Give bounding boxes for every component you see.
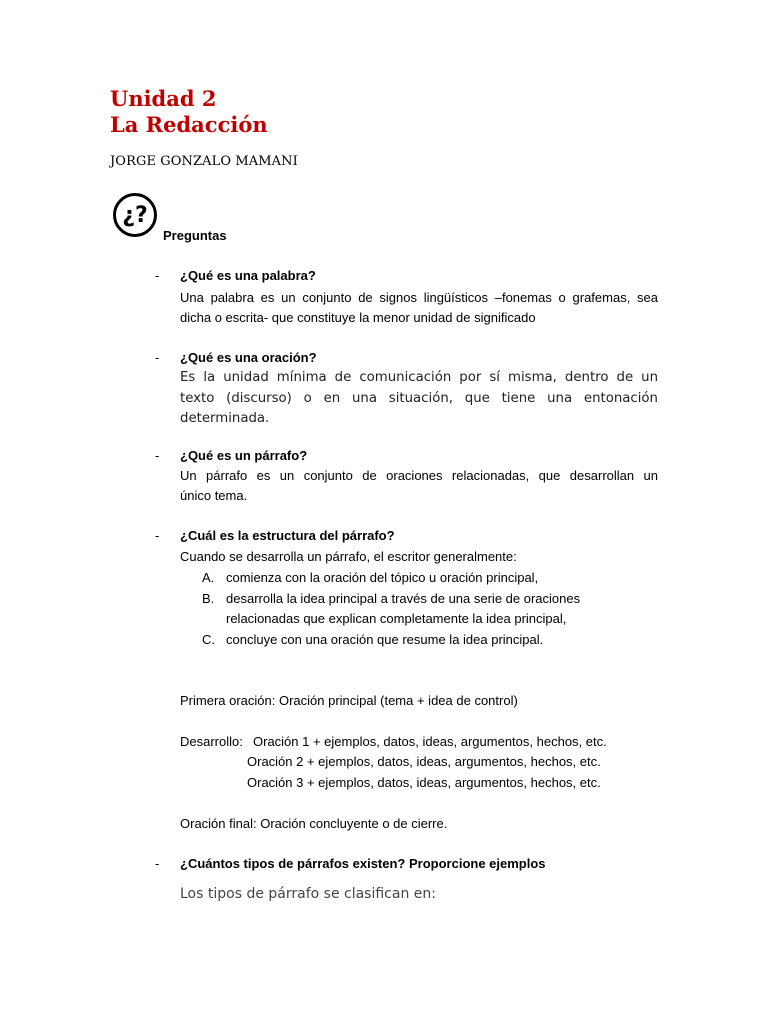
desarrollo-line: Oración 3 + ejemplos, datos, ideas, argumentos, hechos, etc.: [247, 775, 601, 790]
list-letter: B.: [202, 591, 215, 606]
document-title-line2: La Redacción: [110, 112, 268, 137]
author-name: JORGE GONZALO MAMANI: [110, 154, 298, 169]
bullet-dash: -: [155, 528, 160, 543]
primera-oracion: Primera oración: Oración principal (tema + idea de control): [180, 693, 518, 708]
bullet-dash: -: [155, 856, 160, 871]
document-title-line1: Unidad 2: [110, 86, 217, 111]
list-item-text: desarrolla la idea principal a través de una serie de oraciones: [226, 591, 581, 606]
section-label: Preguntas: [163, 228, 227, 243]
question-3: ¿Qué es un párrafo?: [180, 448, 308, 463]
answer-2: [180, 368, 658, 430]
bullet-dash: -: [155, 448, 160, 463]
question-5: ¿Cuántos tipos de párrafos existen? Proporcione ejemplos: [180, 856, 546, 871]
answer-2-line: determinada.: [180, 411, 270, 426]
oracion-final: Oración final: Oración concluyente o de cierre.: [180, 816, 448, 831]
answer-3-line: único tema.: [180, 488, 248, 503]
desarrollo-line: Oración 2 + ejemplos, datos, ideas, argumentos, hechos, etc.: [247, 754, 601, 769]
question-1: ¿Qué es una palabra?: [180, 268, 316, 283]
list-letter: C.: [202, 632, 215, 647]
answer-1: [180, 288, 658, 328]
desarrollo-label: Desarrollo:: [180, 734, 243, 749]
list-item-text: relacionadas que explican completamente la idea principal,: [226, 611, 567, 626]
answer-5: Los tipos de párrafo se clasifican en:: [180, 886, 436, 902]
question-icon: ¿?: [113, 193, 157, 237]
list-letter: A.: [202, 570, 215, 585]
desarrollo-line: Oración 1 + ejemplos, datos, ideas, argumentos, hechos, etc.: [253, 734, 607, 749]
answer-3: [180, 466, 658, 506]
answer-4-intro: Cuando se desarrolla un párrafo, el escritor generalmente:: [180, 549, 517, 564]
question-4: ¿Cuál es la estructura del párrafo?: [180, 528, 395, 543]
answer-1-line: Una palabra es un conjunto de signos lingüísticos –fonemas o grafemas, sea: [180, 290, 658, 305]
question-2: ¿Qué es una oración?: [180, 350, 317, 365]
bullet-dash: -: [155, 268, 160, 283]
answer-3-line: Un párrafo es un conjunto de oraciones relacionadas, que desarrollan un: [180, 468, 658, 483]
bullet-dash: -: [155, 350, 160, 365]
answer-1-line: dicha o escrita- que constituye la menor unidad de significado: [180, 310, 536, 325]
answer-2-line: texto (discurso) o en una situación, que tiene una entonación: [180, 390, 658, 406]
answer-2-line: Es la unidad mínima de comunicación por sí misma, dentro de un: [180, 370, 658, 385]
list-item-text: comienza con la oración del tópico u oración principal,: [226, 570, 539, 585]
list-item-text: concluye con una oración que resume la idea principal.: [226, 632, 544, 647]
